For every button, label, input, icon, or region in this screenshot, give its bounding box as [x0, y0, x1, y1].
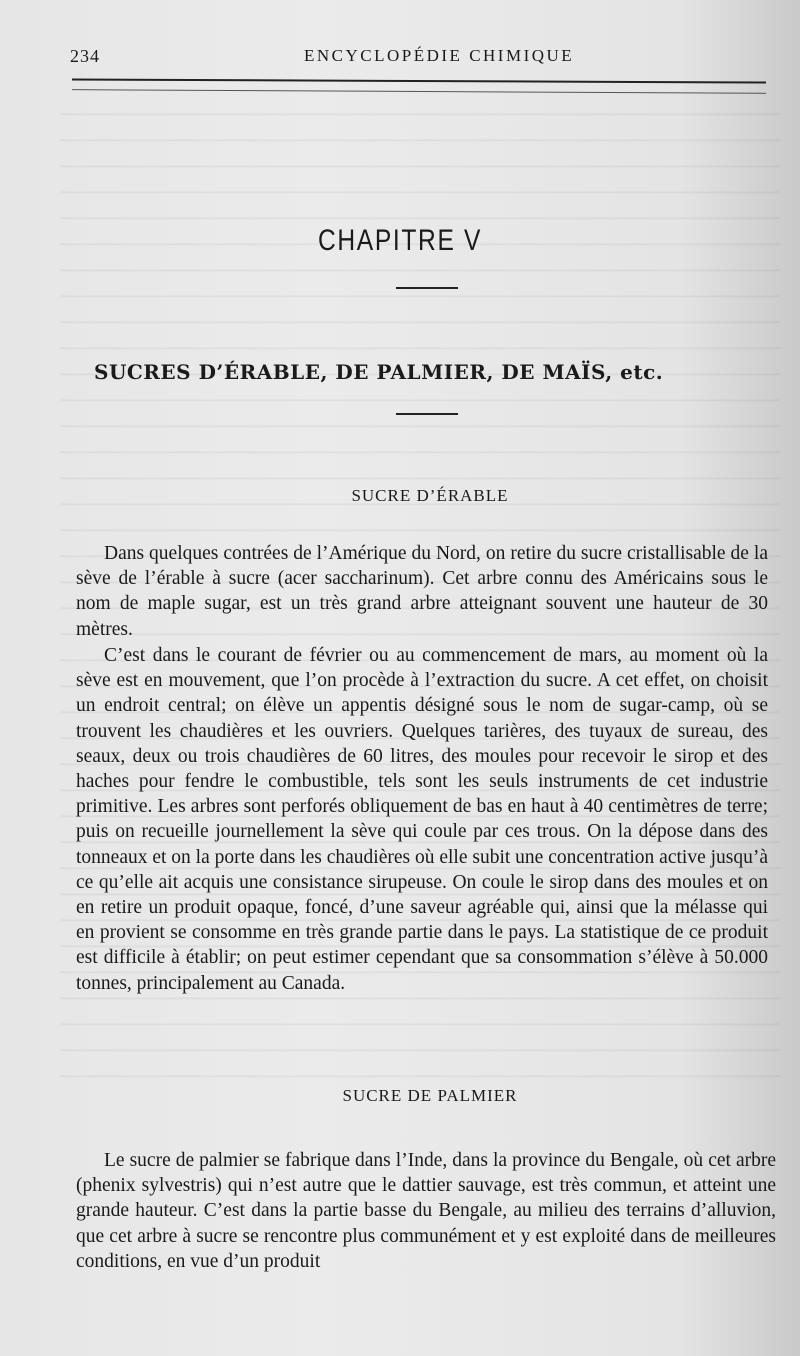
header-rule — [72, 78, 766, 83]
journal-title: ENCYCLOPÉDIE CHIMIQUE — [304, 46, 575, 65]
heading-divider — [396, 413, 458, 415]
chapter-title: CHAPITRE V — [317, 224, 483, 257]
header-rule-thin — [72, 89, 766, 94]
paragraph-erable-1: Dans quelques contrées de l’Amérique du Nord, on retire du sucre cristallisable de la sève de l’érable à sucre (acer saccharinum). Cet arbre connu des Américains sous le nom de maple sugar, est un très grand arbre atteignant souvent une hauteur de 30 mètres. — [76, 543, 768, 640]
chapter-divider — [396, 287, 458, 289]
section-title-palmier: SUCRE DE PALMIER — [342, 1086, 518, 1105]
chapter-heading: SUCRES D’ÉRABLE, DE PALMIER, DE MAÏS, etc. — [94, 360, 664, 384]
running-head — [70, 46, 770, 70]
paragraph-palmier-1: Le sucre de palmier se fabrique dans l’Inde, dans la province du Bengale, où cet arbre (phenix sylvestris) qui n’est autre que le dattier sauvage, est très commun, et atteint une grande hauteur. C’est dans la partie basse du Bengale, au milieu des terrains d’alluvion, que cet arbre à sucre se rencontre plus communément et y est exploité dans de meilleures conditions, en vue d’un produit — [76, 1150, 776, 1272]
paragraph-erable-2: C’est dans le courant de février ou au commencement de mars, au moment où la sève est en mouvement, que l’on procède à l’extraction du sucre. A cet effet, on choisit un endroit central; on élève un appentis désigné sous le nom de sugar-camp, où se trouvent les chaudières et les ouvriers. Quelques tarières, des tuyaux de sureau, des seaux, deux ou trois chaudières de 60 litres, des moules pour recevoir le sirop et des haches pour fendre le combustible, tels sont les seuls instruments de cet industrie primitive. Les arbres sont perforés obliquement de bas en haut à 40 centimètres de terre; puis on recueille journellement la sève qui coule par ces trous. On la dépose dans des tonneaux et on la porte dans les chaudières où elle subit une concentration active jusqu’à ce qu’elle ait acquis une consistance sirupeuse. On coule le sirop dans des moules et on en retire un produit opaque, foncé, d’une saveur agréable qui, ainsi que la mélasse qui en provient se consomme en très grande partie dans le pays. La statistique de ce produit est difficile à établir; on peut estimer cependant que sa consommation s’élève à 50.000 tonnes, principalement au Canada. — [76, 645, 769, 994]
section-title-erable: SUCRE D’ÉRABLE — [351, 486, 509, 505]
page-number: 234 — [70, 46, 100, 66]
